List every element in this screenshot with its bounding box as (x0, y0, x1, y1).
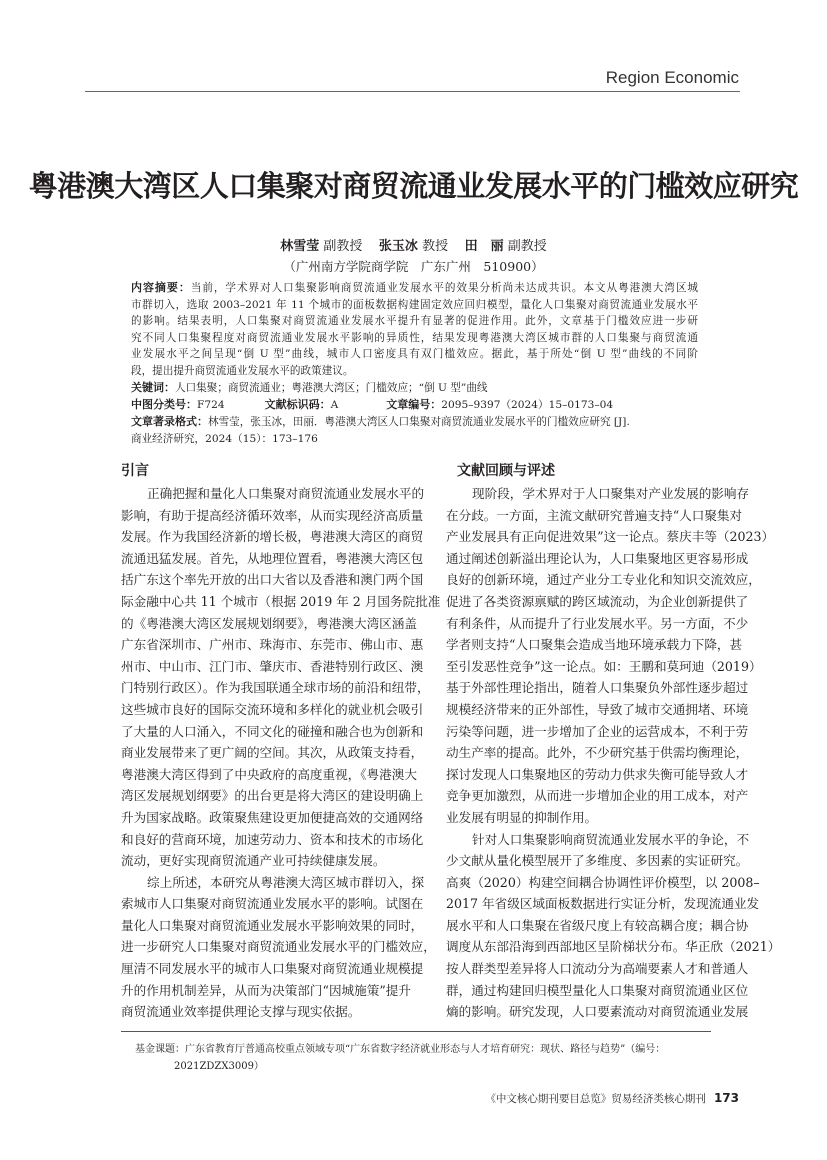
citation-line-2: 商业经济研究，2024（15）：173–176 (131, 433, 318, 445)
text-line: 通过阐述创新溢出理论认为，人口集聚地区更容易形成 (446, 550, 749, 566)
abstract-text: 段，提出提升商贸流通业发展水平的政策建议。 (131, 365, 354, 377)
text-line: 2017 年省级区域面板数据进行实证分析，发现流通业发 (446, 896, 760, 912)
text-line: 这些城市良好的国际交流环境和多样化的就业机会吸引 (121, 701, 424, 717)
keywords-value: 人口集聚；商贸流通业；粤港澳大湾区；门槛效应；“倒 U 型”曲线 (175, 382, 488, 394)
text-line: 按人群类型差异将人口流动分为高端要素人才和普通人 (446, 961, 749, 977)
section-heading-introduction: 引言 (121, 463, 149, 479)
text-line: 展水平和人口集聚在省级尺度上有较高耦合度；耦合协 (446, 917, 749, 933)
abstract-line (131, 280, 698, 297)
text-line: 产业发展具有正向促进效果”这一论点。蔡庆丰等（2023） (446, 529, 775, 545)
text-line: 的《粤港澳大湾区发展规划纲要》，粤港澳大湾区涵盖 (121, 615, 417, 631)
funding-note: 基金课题：广东省教育厅普通高校重点领域专项“广东省数字经济就业形态与人才培育研究：现状、路径与趋势”（编号： (135, 1044, 666, 1055)
text-line: 湾区发展规划纲要》的出台更是将大湾区的建设明确上 (121, 788, 424, 804)
text-line: 竞争更加激烈，从而进一步增加企业的用工成本，对产 (446, 788, 749, 804)
text-line: 门特别行政区）。作为我国联通全球市场的前沿和纽带， (121, 680, 430, 696)
text-line: 和良好的营商环境，加速劳动力、资本和技术的市场化 (121, 831, 424, 847)
text-line: 索城市人口集聚对商贸流通业发展水平的影响。试图在 (121, 896, 424, 912)
text-line: 发展。作为我国经济新的增长极，粤港澳大湾区的商贸 (121, 529, 424, 545)
text-line: 至引发恶性竞争”这一论点。如：王鹏和莫珂迪（2019） (446, 658, 762, 674)
authors (0, 235, 827, 254)
section-heading-literature-review: 文献回顾与评述 (457, 463, 555, 479)
text-line: 际金融中心共 11 个城市（根据 2019 年 2 月国务院批准 (121, 593, 441, 609)
text-line: 业发展有明显的抑制作用。 (446, 809, 598, 825)
abstract-text: 当前，学术界对人口集聚影响商贸流通业发展水平的效果分析尚未达成共识。本文从粤港澳大湾区城 (190, 282, 698, 294)
doc-code-value: A (330, 399, 339, 411)
text-line: 动生产率的提高。此外，不少研究基于供需均衡理论， (446, 745, 749, 761)
keywords-label: 关键词： (131, 381, 175, 394)
right-column (446, 483, 781, 1023)
text-line: 学者则支持“人口聚集会造成当地环境承载力下降，甚 (446, 637, 743, 653)
text-line: 现阶段，学术界对于人口聚集对产业发展的影响存 (472, 486, 750, 501)
abstract-line (131, 346, 698, 363)
abstract-line (131, 313, 698, 330)
text-line: 流动，更好实现商贸流通产业可持续健康发展。 (121, 853, 386, 869)
abstract-text: 的影响。结果表明，人口集聚对商贸流通业发展水平提升有显著的促进作用。此外，文章基于门槛效应进一步研 (131, 315, 698, 328)
text-line: 在分歧。一方面，主流文献研究普遍支持“人口聚集对 (446, 507, 743, 523)
text-line: 量化人口集聚对商贸流通业发展水平影响效果的同时， (121, 917, 424, 933)
clc-value: F724 (197, 399, 225, 411)
abstract-text: 究不同人口集聚程度对商贸流通业发展水平影响的异质性，结果发现粤港澳大湾区城市群的人口集聚与商贸流通 (131, 331, 698, 344)
author-title: 教授 (422, 239, 449, 254)
abstract-text: 业发展水平之间呈现“倒 U 型”曲线，城市人口密度具有双门槛效应。据此，基于所处“倒 U 型”曲线的不同阶 (131, 348, 698, 361)
author-name: 张玉冰 (378, 239, 418, 254)
author-name: 林雪莹 (280, 239, 320, 254)
text-line: 高爽（2020）构建空间耦合协调性评价模型，以 2008– (446, 874, 760, 890)
text-line: 粤港澳大湾区得到了中央政府的高度重视，《粤港澳大 (121, 766, 417, 782)
affiliation: （广州南方学院商学院 广东广州 510900） (283, 259, 544, 274)
text-line: 促进了各类资源禀赋的跨区域流动，为企业创新提供了 (446, 593, 749, 609)
text-line: 基于外部性理论指出，随着人口集聚负外部性逐步超过 (446, 680, 749, 696)
text-line: 规模经济带来的正外部性，导致了城市交通拥堵、环境 (446, 701, 749, 717)
text-line: 群，通过构建回归模型量化人口集聚对商贸流通业区位 (446, 982, 749, 998)
text-line: 针对人口集聚影响商贸流通业发展水平的争论，不 (472, 831, 750, 847)
text-line: 升的作用机制差异，从而为决策部门“因城施策”提升 (121, 982, 411, 998)
text-line: 商贸流通业效率提供理论支撑与现实依据。 (121, 1004, 361, 1020)
running-head: Region Economic (605, 68, 739, 87)
article-title: 粤港澳大湾区人口集聚对商贸流通业发展水平的门槛效应研究 (28, 169, 799, 203)
text-line: 综上所述，本研究从粤港澳大湾区城市群切入，探 (147, 874, 425, 890)
abstract-text: 市群切入，选取 2003–2021 年 11 个城市的面板数据构建固定效应回归模型，量化人口集聚对商贸流通业发展水平 (131, 298, 698, 311)
page-footer (485, 1091, 739, 1106)
text-line: 商业发展带来了更广阔的空间。其次，从政策支持看， (121, 745, 424, 761)
text-line: 有利条件，从而提升了行业发展水平。另一方面，不少 (446, 615, 749, 631)
text-line: 污染等问题，进一步增加了企业的运营成本，不利于劳 (446, 723, 749, 739)
text-line: 州市、中山市、江门市、肇庆市、香港特别行政区、澳 (121, 658, 424, 674)
text-line: 了大量的人口涌入，不同文化的碰撞和融合也为创新和 (121, 723, 424, 739)
text-line: 厘清不同发展水平的城市人口集聚对商贸流通业规模提 (121, 961, 424, 977)
text-line: 调度从东部沿海到西部地区呈阶梯状分布。华正欣（2021） (446, 939, 781, 955)
author-title: 副教授 (507, 239, 547, 254)
classification (131, 397, 613, 414)
citation-label: 文章著录格式： (131, 415, 208, 428)
clc-label: 中图分类号： (131, 398, 197, 411)
abstract-line (131, 297, 698, 314)
funding-note-code: 2021ZDZX3009） (174, 1061, 264, 1072)
text-line: 良好的创新环境，通过产业分工专业化和知识交流效应， (446, 572, 761, 588)
abstract-line (131, 363, 698, 380)
citation (131, 414, 698, 431)
text-line: 熵的影响。研究发现，人口要素流动对商贸流通业发展 (446, 1004, 749, 1020)
text-line: 影响，有助于提高经济循环效率，从而实现经济高质量 (121, 507, 424, 523)
text-line: 探讨发现人口集聚地区的劳动力供求失衡可能导致人才 (446, 766, 749, 782)
keywords (131, 380, 488, 397)
page-number: 173 (713, 1091, 739, 1105)
left-column (121, 483, 441, 1023)
footnote-rule (121, 1031, 711, 1032)
author-name: 田 丽 (464, 239, 504, 254)
text-line: 广东省深圳市、广州市、珠海市、东莞市、佛山市、惠 (121, 637, 424, 653)
text-line: 进一步研究人口集聚对商贸流通业发展水平的门槛效应， (121, 939, 436, 955)
doc-code-label: 文献标识码： (264, 398, 331, 411)
text-line: 流通迅猛发展。首先，从地理位置看，粤港澳大湾区包 (121, 550, 424, 566)
journal-index-note: 《中文核心期刊要目总览》贸易经济类核心期刊 (485, 1093, 706, 1105)
text-line: 少文献从量化模型展开了多维度、多因素的实证研究。 (446, 853, 749, 869)
text-line: 括广东这个率先开放的出口大省以及香港和澳门两个国 (121, 572, 424, 588)
article-no-value: 2095–9397（2024）15–0173–04 (441, 399, 614, 411)
abstract-line (131, 330, 698, 347)
author-title: 副教授 (323, 239, 363, 254)
abstract-label: 内容摘要： (131, 281, 191, 294)
text-line: 升为国家战略。政策聚焦建设更加便捷高效的交通网络 (121, 809, 424, 825)
article-no-label: 文章编号： (386, 398, 442, 411)
text-line: 正确把握和量化人口集聚对商贸流通业发展水平的 (147, 486, 425, 501)
header-rule (85, 91, 740, 92)
citation-text: 林雪莹，张玉冰，田丽．粤港澳大湾区人口集聚对商贸流通业发展水平的门槛效应研究 [J]. (208, 416, 630, 428)
